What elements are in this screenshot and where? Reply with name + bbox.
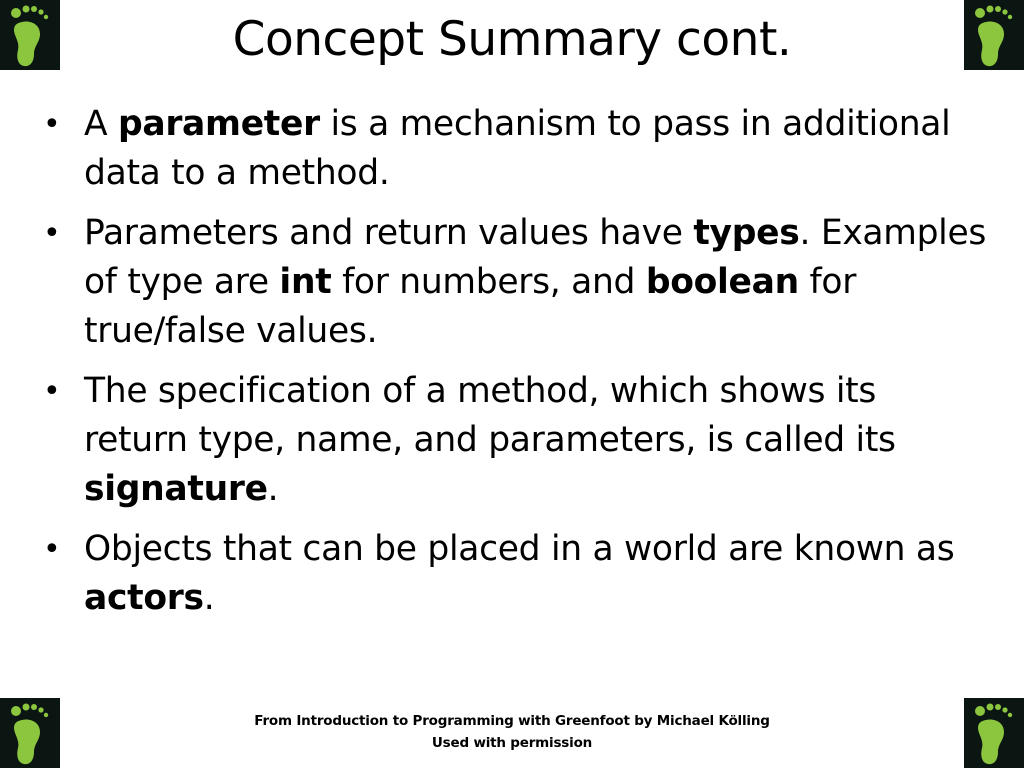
greenfoot-footprint-icon <box>0 698 60 768</box>
bullet-dot: • <box>43 374 61 409</box>
slide-title: Concept Summary cont. <box>232 12 792 67</box>
bullet-item <box>40 100 990 198</box>
text-segment: . <box>267 469 279 509</box>
text-segment: A <box>84 104 118 144</box>
bullet-dot: • <box>43 107 61 142</box>
bullet-dot: • <box>43 532 61 567</box>
footer-permission: Used with permission <box>431 735 593 751</box>
footer-credit: From Introduction to Programming with Greenfoot by Michael Kölling <box>254 713 770 729</box>
text-segment: The specification of a method, which shows its return type, name, and parameters, is called its <box>84 371 896 460</box>
text-segment: for numbers, and <box>331 262 646 302</box>
bullet-item <box>40 525 990 623</box>
term-boolean: boolean <box>645 262 799 302</box>
bullet-text <box>84 529 954 618</box>
term-parameter: parameter <box>117 104 320 144</box>
text-segment: for true/false values. <box>84 262 857 351</box>
bullet-item <box>40 367 990 514</box>
text-segment: Objects that can be placed in a world are known as <box>84 529 955 569</box>
greenfoot-footprint-icon <box>964 698 1024 768</box>
bullet-item <box>40 209 990 356</box>
greenfoot-logo-bottom-right <box>964 698 1024 768</box>
bullet-text <box>84 371 896 509</box>
text-segment: Parameters and return values have <box>84 213 694 253</box>
text-segment: is a mechanism to pass in additional data to a method. <box>84 104 951 193</box>
bullet-dot: • <box>43 216 61 251</box>
text-segment: . <box>203 578 215 618</box>
bullet-text <box>84 213 986 351</box>
term-actors: actors <box>84 578 204 618</box>
term-int: int <box>279 262 332 302</box>
slide-footer <box>200 710 824 754</box>
term-signature: signature <box>84 469 268 509</box>
bullet-list <box>40 100 990 634</box>
bullet-text <box>84 104 950 193</box>
text-segment: . Examples of type are <box>84 213 987 302</box>
term-types: types <box>693 213 800 253</box>
greenfoot-logo-bottom-left <box>0 698 60 768</box>
